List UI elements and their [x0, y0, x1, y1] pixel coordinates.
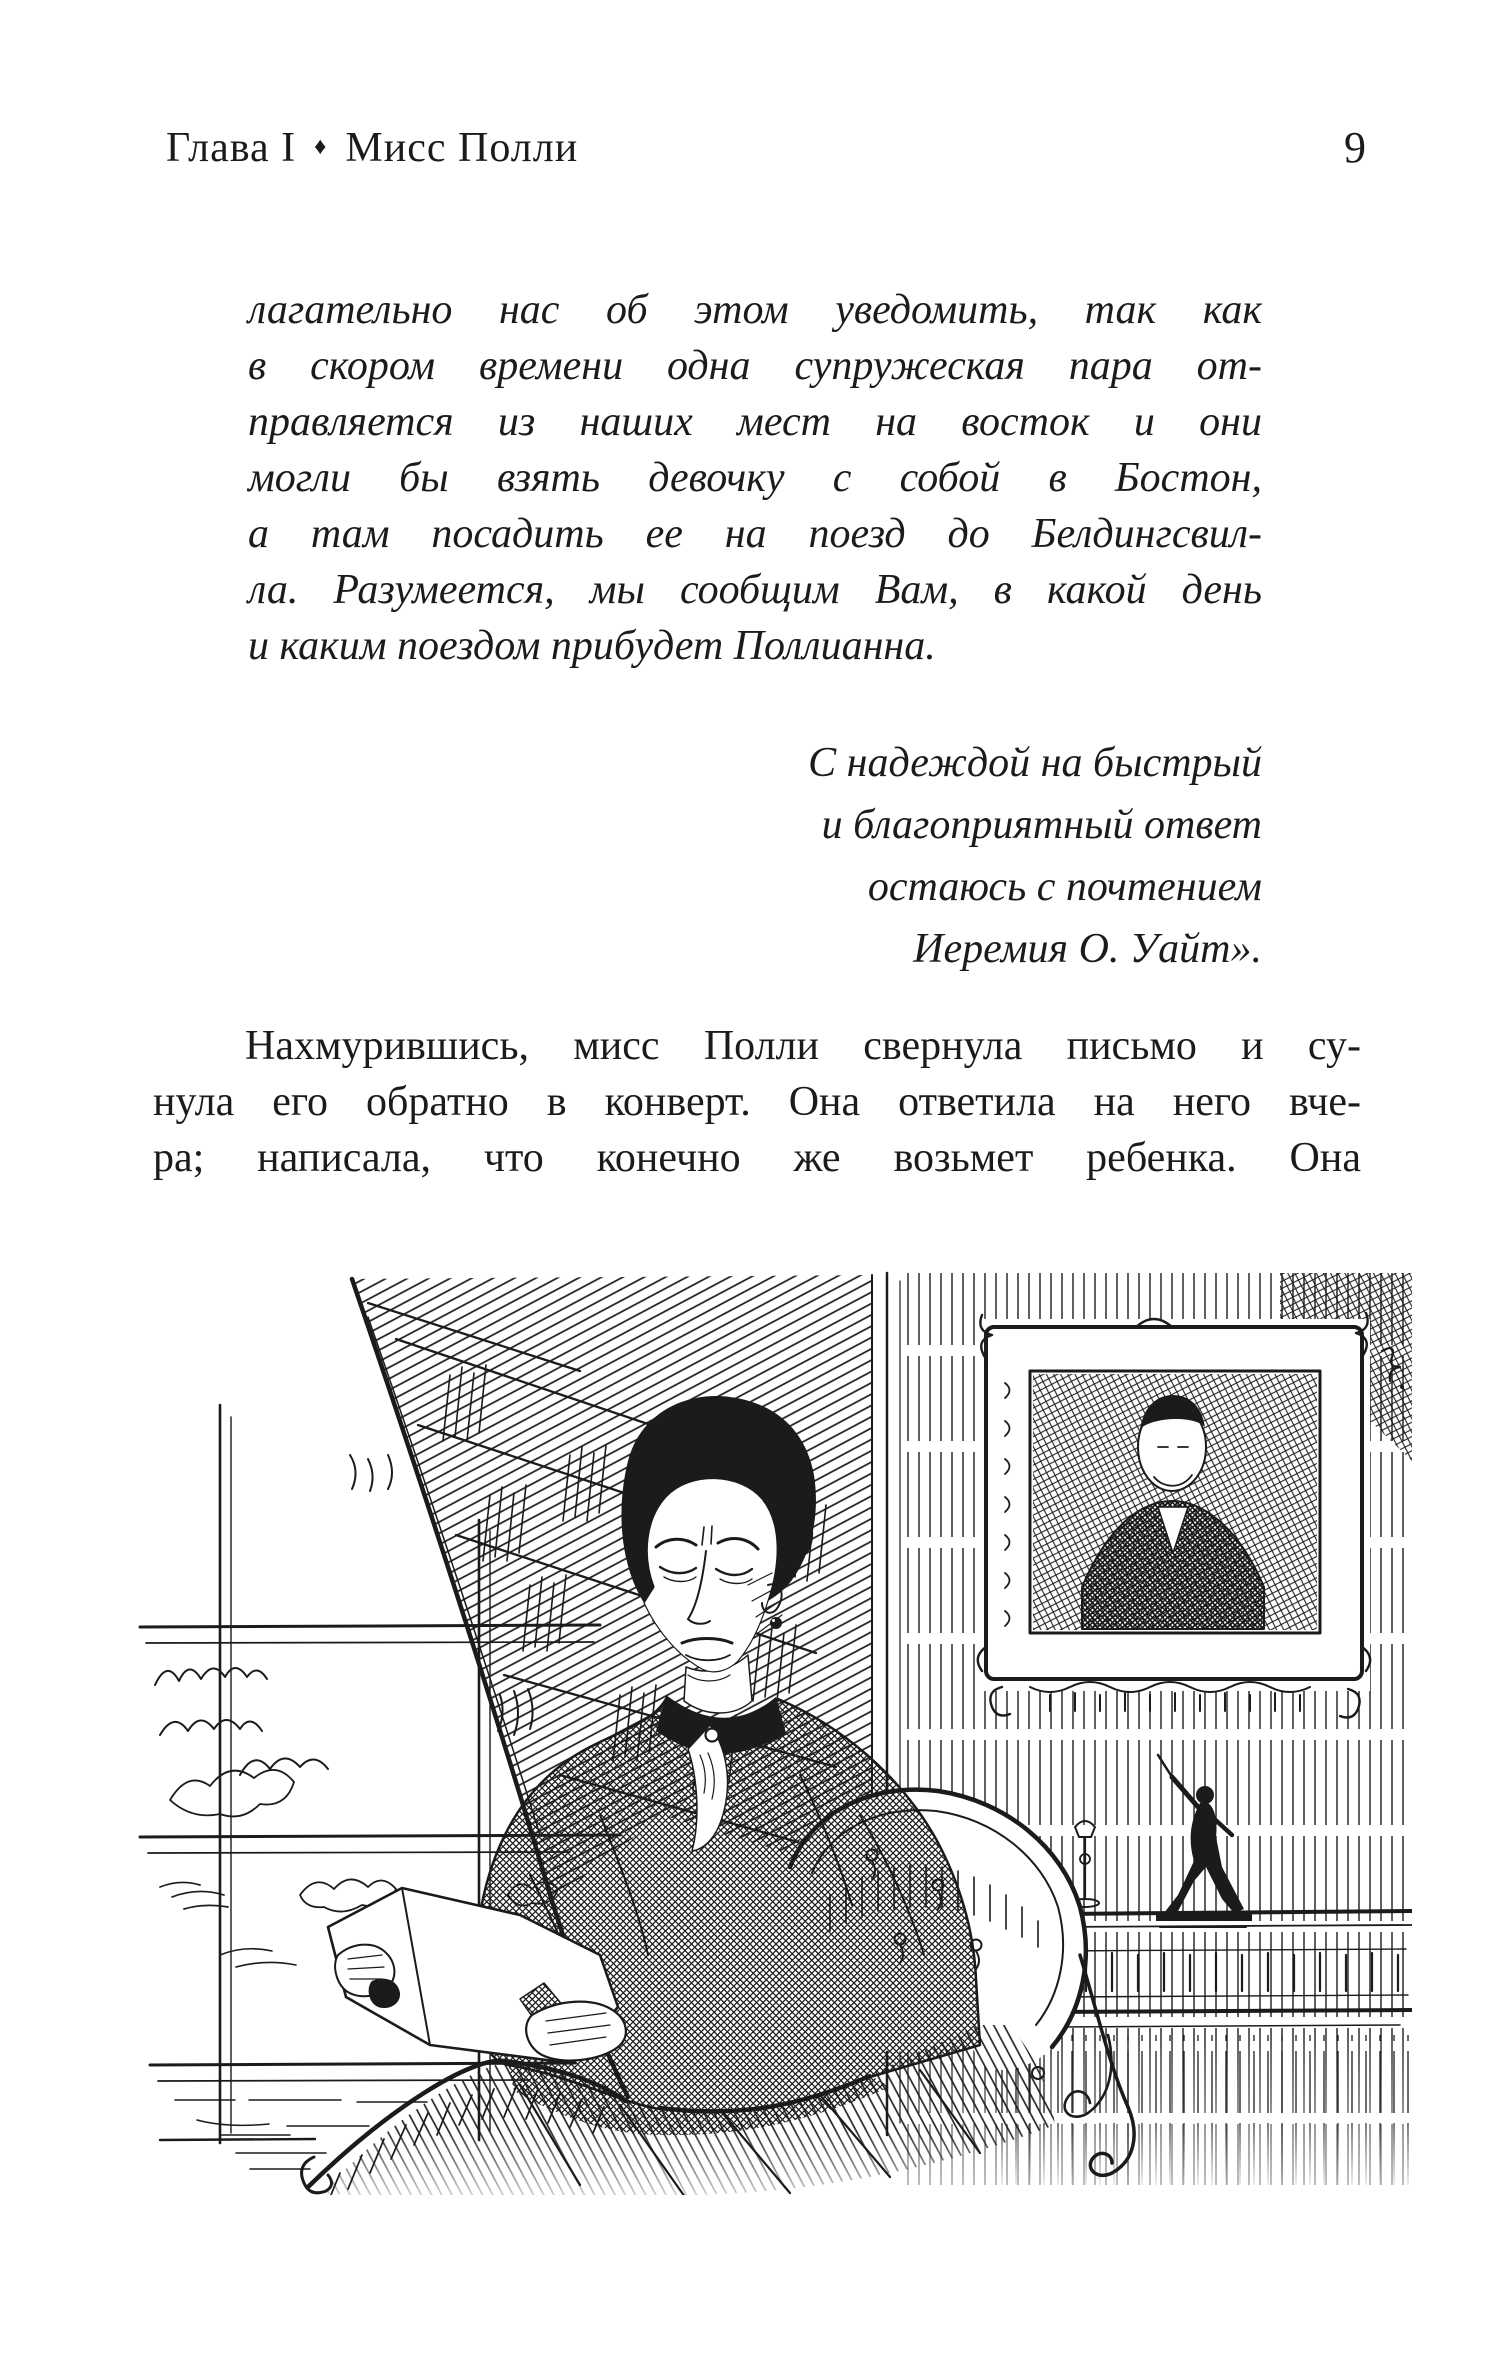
body-paragraph — [153, 1018, 1361, 1186]
signature-line: С надеждой на быстрый — [808, 740, 1262, 786]
letter-line: а там посадить ее на поезд до Белдингсвил- — [248, 511, 1262, 557]
paragraph-line: Нахмурившись, мисс Полли свернула письмо и су- — [245, 1023, 1361, 1069]
letter-line: в скором времени одна супружеская пара от- — [248, 343, 1262, 389]
letter-line: лагательно нас об этом уведомить, так как — [248, 287, 1262, 333]
page-number: 9 — [1344, 123, 1366, 172]
chapter-title: Мисс Полли — [345, 125, 579, 171]
under-shelf-hatch — [1000, 2035, 1412, 2185]
letter-line: ла. Разумеется, мы сообщим Вам, в какой день — [248, 567, 1262, 613]
letter-line: могли бы взять девочку с собой в Бостон, — [248, 455, 1262, 501]
book-illustration — [100, 1255, 1412, 2195]
letter-line: и каким поездом прибудет Поллианна. — [248, 623, 936, 669]
diamond-separator-icon: ♦ — [314, 134, 328, 160]
wall-portrait — [978, 1313, 1404, 1717]
signature-line: Иеремия О. Уайт». — [913, 926, 1262, 972]
illustration-svg — [100, 1255, 1412, 2195]
earring — [770, 1617, 782, 1629]
signature-line: остаюсь с почтением — [867, 864, 1262, 910]
brooch — [706, 1729, 719, 1742]
letter-signature-block — [248, 732, 1262, 980]
letter-line: правляется из наших мест на восток и они — [248, 399, 1262, 445]
running-header — [166, 124, 1326, 172]
paragraph-line: ра; написала, что конечно же возьмет ребенка. Она — [153, 1135, 1361, 1181]
paragraph-line: нула его обратно в конверт. Она ответила на него вче- — [153, 1079, 1361, 1125]
signature-line: и благоприятный ответ — [821, 802, 1262, 848]
chapter-label: Глава I — [166, 125, 297, 171]
letter-quotation-block — [248, 282, 1262, 674]
